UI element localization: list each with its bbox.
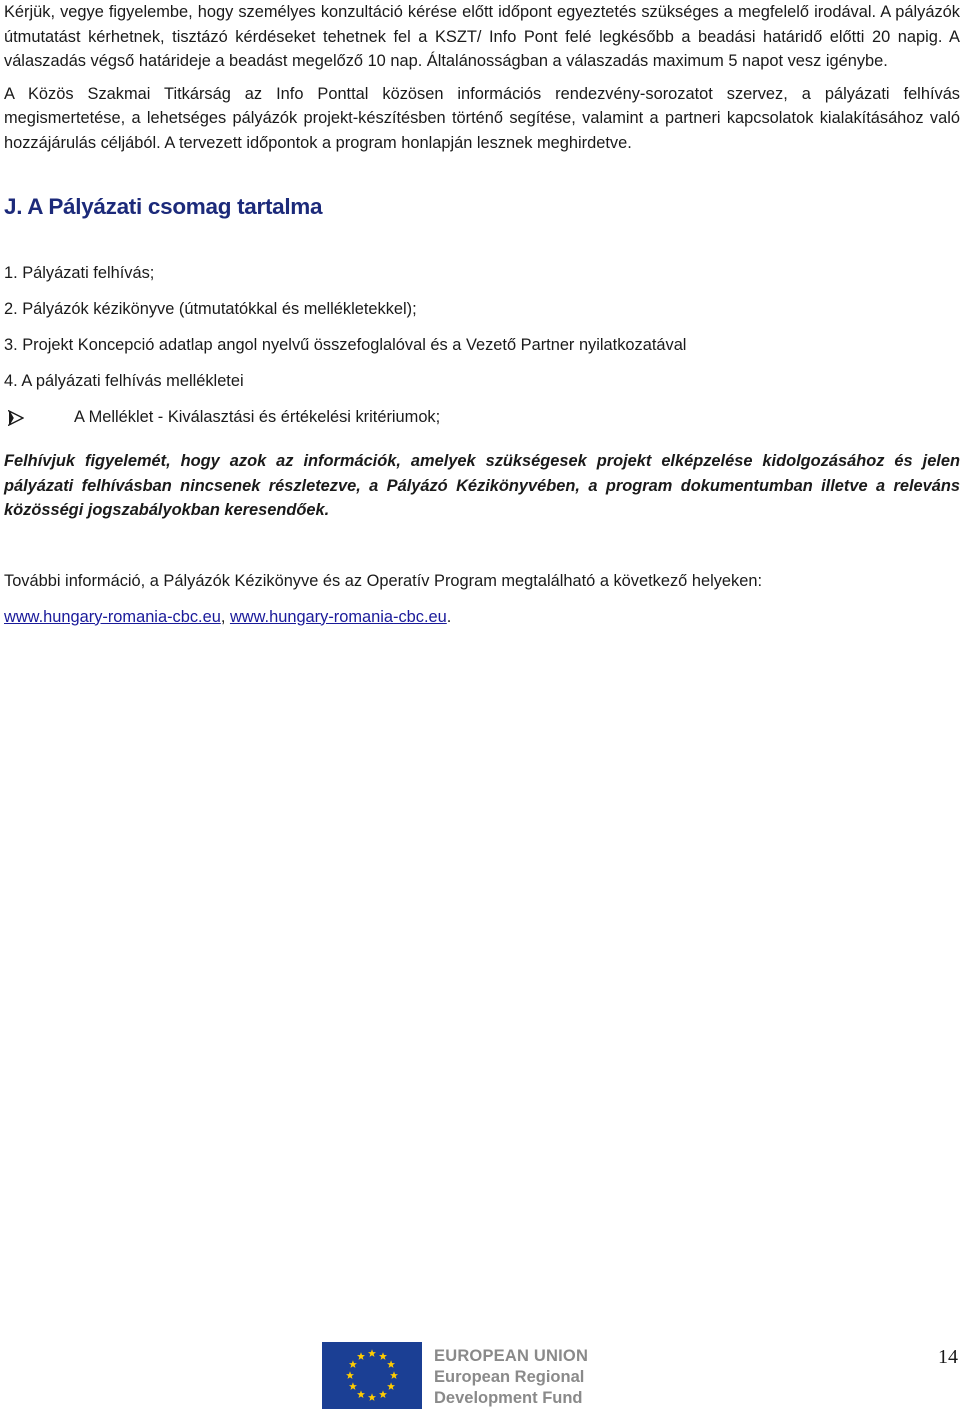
section-heading: J. A Pályázati csomag tartalma bbox=[4, 194, 323, 219]
package-contents-list bbox=[4, 261, 960, 429]
list-item: 1. Pályázati felhívás; bbox=[4, 264, 155, 282]
eu-star-icon bbox=[349, 1382, 357, 1390]
annex-bullet-item bbox=[4, 405, 960, 429]
list-item: 2. Pályázók kézikönyve (útmutatókkal és mellékletekkel); bbox=[4, 300, 417, 318]
website-links bbox=[4, 605, 960, 629]
eu-star-icon bbox=[357, 1352, 365, 1360]
eu-logo-text bbox=[434, 1346, 588, 1409]
bullet-text: A Melléklet - Kiválasztási és értékelési kritériumok; bbox=[74, 408, 441, 426]
further-info-text: További információ, a Pályázók Kézikönyve és az Operatív Program megtalálható a következő helyeken: bbox=[4, 571, 763, 590]
eu-star-icon bbox=[357, 1390, 365, 1398]
eu-star-icon bbox=[346, 1371, 354, 1379]
website-link-1[interactable]: www.hungary-romania-cbc.eu bbox=[4, 607, 221, 626]
eu-flag-icon bbox=[322, 1342, 422, 1409]
list-item: 3. Projekt Koncepció adatlap angol nyelvű összefoglalóval és a Vezető Partner nyilatkozatával bbox=[4, 336, 687, 354]
notice-paragraph: Felhívjuk figyelemét, hogy azok az információk, amelyek szükségesek projekt elképzelése kidolgozásához és jelen pályázati felhívásban nincsenek részletezve, a Pályázó Kézikönyvében, a program dokumentumban illetve a releváns közösségi jogszabályokban keresendőek. bbox=[4, 452, 960, 519]
eu-logo-footer bbox=[322, 1342, 622, 1410]
eu-line-3: Development Fund bbox=[434, 1389, 583, 1407]
arrow-bullet-icon bbox=[8, 409, 24, 425]
eu-star-icon bbox=[379, 1352, 387, 1360]
page-number: 14 bbox=[938, 1346, 958, 1368]
eu-line-2: European Regional bbox=[434, 1368, 585, 1386]
eu-star-icon bbox=[387, 1382, 395, 1390]
paragraph-info-events: A Közös Szakmai Titkárság az Info Ponttal közösen információs rendezvény-sorozatot szervez, a pályázati felhívás megismertetése, a lehetséges pályázók projekt-készítésben történő segítése, valamint a partneri kapcsolatok kialakításához való hozzájárulás céljából. A tervezett időpontok a program honlapján lesznek meghirdetve. bbox=[4, 84, 960, 152]
website-link-2[interactable]: www.hungary-romania-cbc.eu bbox=[229, 607, 447, 626]
eu-star-icon bbox=[390, 1371, 398, 1379]
paragraph-consultation: Kérjük, vegye figyelembe, hogy személyes konzultáció kérése előtt időpont egyeztetés szükséges a megfelelő irodával. A pályázók útmutatást kérhetnek, tisztázó kérdéseket tehetnek fel a KSZT/ Info Pont felé legkésőbb a beadási határidő előtti 20 napig. A válaszadás végső határideje a beadást megelőző 10 nap. Általánosságban a válaszadás maximum 5 napot vesz igénybe. bbox=[4, 3, 960, 70]
eu-star-icon bbox=[349, 1360, 357, 1368]
eu-star-icon bbox=[368, 1349, 376, 1357]
eu-star-icon bbox=[379, 1390, 387, 1398]
list-item: 4. A pályázati felhívás mellékletei bbox=[4, 372, 244, 390]
eu-star-icon bbox=[387, 1360, 395, 1368]
eu-star-icon bbox=[368, 1393, 376, 1401]
link-separator: , bbox=[220, 607, 230, 626]
eu-line-1: EUROPEAN UNION bbox=[434, 1347, 589, 1365]
link-end: . bbox=[446, 607, 452, 626]
document-page bbox=[4, 0, 960, 629]
